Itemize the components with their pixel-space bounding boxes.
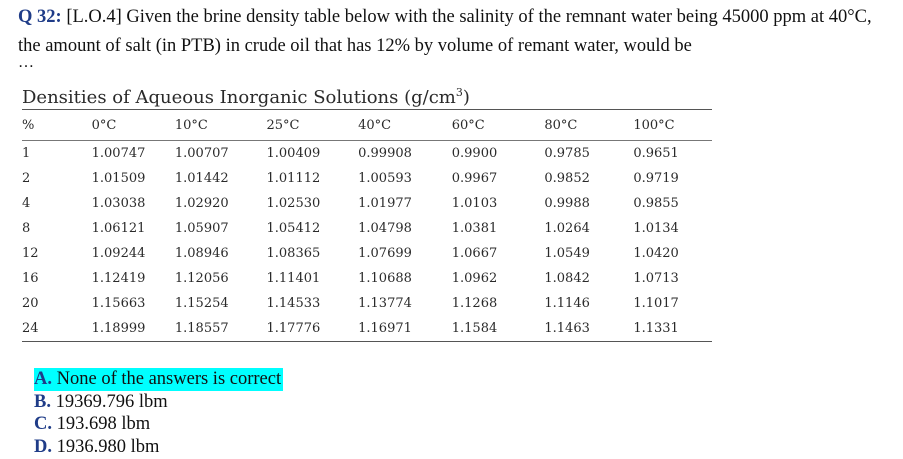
density-cell: 1.1146 xyxy=(544,296,590,311)
density-cell: 1.18557 xyxy=(165,316,257,342)
density-table xyxy=(22,110,712,342)
salinity-cell: 12 xyxy=(22,246,39,261)
density-cell: 1.13774 xyxy=(358,296,412,311)
density-cell: 1.14533 xyxy=(266,296,321,311)
density-cell: 1.00409 xyxy=(266,146,321,161)
density-cell: 1.01442 xyxy=(174,171,229,186)
density-cell: 1.15254 xyxy=(174,296,229,311)
table-title xyxy=(22,80,712,110)
salinity-cell: 8 xyxy=(22,221,31,236)
density-cell: 1.01112 xyxy=(266,171,321,186)
salinity-cell: 2 xyxy=(22,171,31,186)
salinity-cell: 16 xyxy=(22,271,39,286)
table-title-end: ) xyxy=(462,87,470,108)
density-cell: 1.17776 xyxy=(257,316,349,342)
density-cell: 1.10688 xyxy=(358,271,412,286)
table-row xyxy=(22,316,712,342)
answer-letter: C. xyxy=(34,414,52,434)
density-cell: 1.00593 xyxy=(358,171,412,186)
answer-text: 193.698 lbm xyxy=(56,414,151,434)
answer-text: 19369.796 lbm xyxy=(55,391,168,412)
density-cell: 1.0713 xyxy=(633,271,679,286)
density-cell: 1.11401 xyxy=(266,271,321,286)
density-cell: 1.0381 xyxy=(451,221,498,236)
density-cell: 1.12056 xyxy=(174,271,229,286)
density-cell: 0.9967 xyxy=(451,171,498,186)
density-cell: 1.08365 xyxy=(266,246,321,261)
header-cell: 10°C xyxy=(165,110,257,141)
answer-option-b[interactable] xyxy=(34,391,283,414)
density-cell: 1.0962 xyxy=(451,271,498,286)
density-cell: 1.0667 xyxy=(451,246,498,261)
answer-text: None of the answers is correct xyxy=(56,369,282,389)
table-row xyxy=(22,241,712,266)
answer-option-d[interactable] xyxy=(34,436,283,459)
table-row xyxy=(22,291,712,316)
density-cell: 1.00747 xyxy=(91,146,146,161)
density-cell: 0.9651 xyxy=(633,146,679,161)
density-cell: 1.02530 xyxy=(266,196,321,211)
answer-text: 1936.980 lbm xyxy=(56,436,160,457)
table-row xyxy=(22,141,712,167)
ellipsis: … xyxy=(18,54,35,71)
density-cell: 1.09244 xyxy=(91,246,146,261)
density-cell: 0.9852 xyxy=(544,171,590,186)
density-cell: 1.03038 xyxy=(91,196,146,211)
answer-letter: D. xyxy=(34,436,52,457)
density-cell: 1.00707 xyxy=(174,146,229,161)
answer-option-a[interactable] xyxy=(34,368,283,391)
density-cell: 0.9719 xyxy=(633,171,679,186)
density-cell: 1.06121 xyxy=(91,221,146,236)
density-cell: 1.02920 xyxy=(174,196,229,211)
table-title-sup: 3 xyxy=(455,86,463,99)
header-cell: 0°C xyxy=(72,110,165,141)
table-row xyxy=(22,191,712,216)
density-cell: 1.0842 xyxy=(544,271,590,286)
density-cell: 1.01509 xyxy=(91,171,146,186)
density-cell: 0.9900 xyxy=(451,146,498,161)
density-cell: 1.1268 xyxy=(451,296,498,311)
density-cell: 1.05907 xyxy=(174,221,229,236)
question-text xyxy=(18,3,888,61)
table-header-row xyxy=(22,110,712,141)
density-cell: 1.0549 xyxy=(544,246,590,261)
density-cell: 1.07699 xyxy=(358,246,412,261)
header-cell: 100°C xyxy=(621,110,712,141)
salinity-cell: 24 xyxy=(22,316,72,342)
density-cell: 0.9855 xyxy=(633,196,679,211)
salinity-cell: 20 xyxy=(22,296,39,311)
density-cell: 1.0134 xyxy=(633,221,679,236)
density-cell: 1.12419 xyxy=(91,271,146,286)
header-cell: 40°C xyxy=(348,110,440,141)
table-row xyxy=(22,166,712,191)
density-cell: 0.9785 xyxy=(544,146,590,161)
answer-letter: B. xyxy=(34,391,51,412)
answer-options xyxy=(34,368,283,458)
question-number: Q 32: xyxy=(18,7,62,27)
table-title-text: Densities of Aqueous Inorganic Solutions (g/cm xyxy=(22,87,456,108)
table-row xyxy=(22,216,712,241)
header-cell: 25°C xyxy=(257,110,349,141)
density-cell: 1.01977 xyxy=(358,196,412,211)
answer-option-a-wrap xyxy=(34,368,283,391)
density-cell: 1.1331 xyxy=(621,316,712,342)
density-cell: 1.1584 xyxy=(440,316,531,342)
density-cell: 1.0420 xyxy=(633,246,679,261)
density-cell: 0.9988 xyxy=(544,196,590,211)
answer-option-c[interactable] xyxy=(34,413,283,436)
table-body xyxy=(22,141,712,342)
answer-letter: A. xyxy=(34,369,52,389)
header-cell: % xyxy=(22,110,72,141)
density-cell: 1.04798 xyxy=(358,221,412,236)
question-body: [L.O.4] Given the brine density table below with the salinity of the remnant water being 45000 ppm at 40°C, the amount of salt (in PTB) in crude oil that has 12% by volume of remant water, would be xyxy=(18,7,872,56)
density-cell: 1.18999 xyxy=(72,316,165,342)
density-cell: 1.1463 xyxy=(530,316,621,342)
salinity-cell: 4 xyxy=(22,196,31,211)
density-table-block xyxy=(22,80,712,342)
density-cell: 1.0264 xyxy=(544,221,590,236)
header-cell: 80°C xyxy=(530,110,621,141)
density-cell: 0.99908 xyxy=(358,146,412,161)
density-cell: 1.08946 xyxy=(174,246,229,261)
density-cell: 1.15663 xyxy=(91,296,146,311)
density-cell: 1.1017 xyxy=(633,296,679,311)
salinity-cell: 1 xyxy=(22,146,31,161)
density-cell: 1.05412 xyxy=(266,221,321,236)
header-cell: 60°C xyxy=(440,110,531,141)
density-cell: 1.0103 xyxy=(451,196,498,211)
table-row xyxy=(22,266,712,291)
density-cell: 1.16971 xyxy=(348,316,440,342)
